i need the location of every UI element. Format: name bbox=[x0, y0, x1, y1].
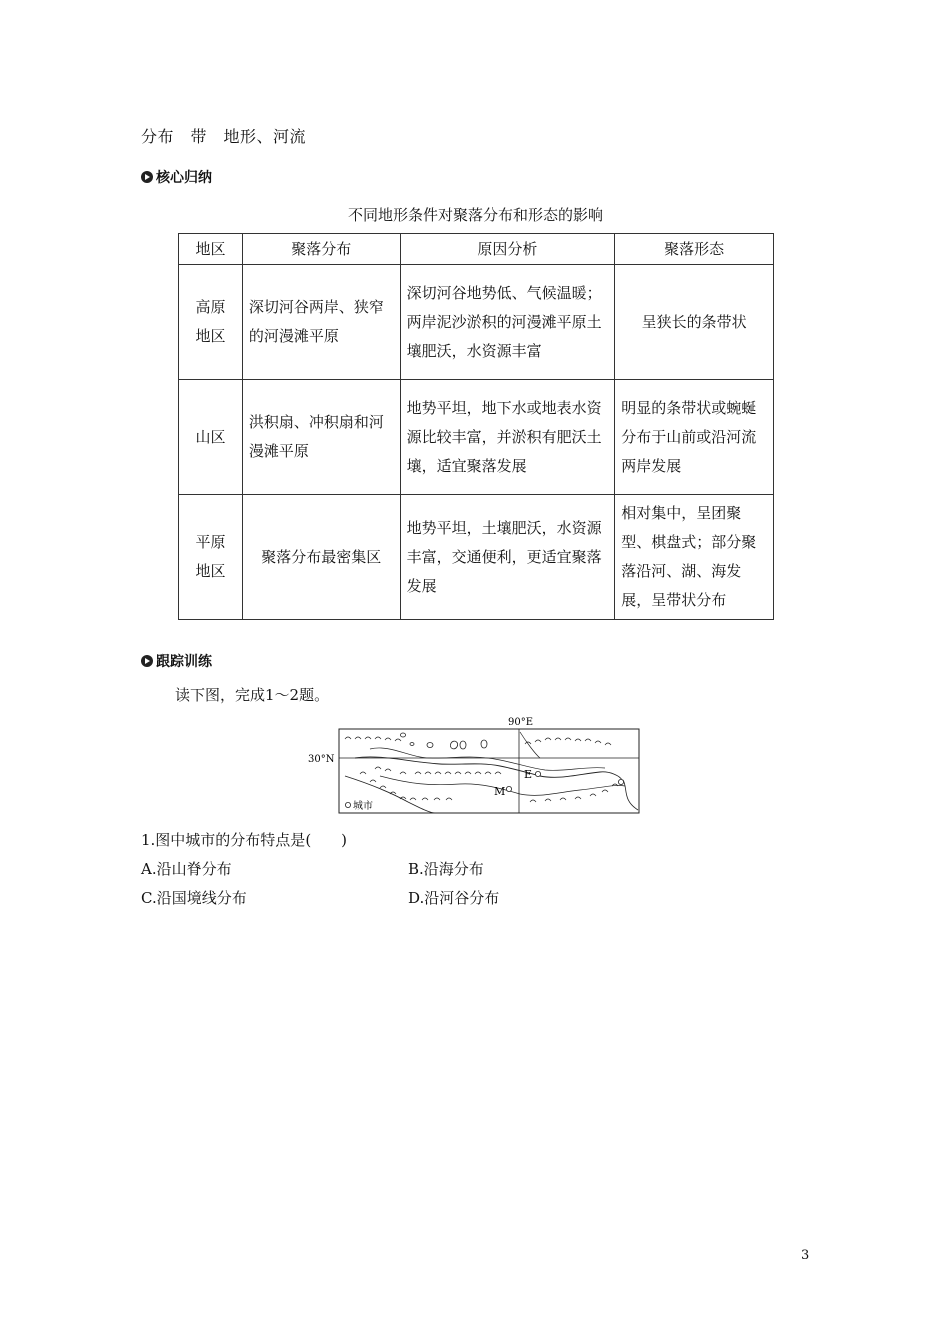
section-heading-practice-label: 跟踪训练 bbox=[156, 654, 212, 670]
table-row bbox=[179, 495, 774, 620]
table-caption: 不同地形条件对聚落分布和形态的影响 bbox=[347, 206, 603, 224]
distribution-cell: 聚落分布最密集区 bbox=[242, 495, 400, 620]
point-m-label: M bbox=[494, 785, 506, 798]
play-bullet-icon bbox=[141, 171, 153, 183]
longitude-label: 90°E bbox=[508, 717, 534, 728]
reason-cell: 地势平坦，土壤肥沃，水资源丰富，交通便利，更适宜聚落发展 bbox=[400, 495, 615, 620]
region-cell: 平原 地区 bbox=[179, 495, 243, 620]
region-cell: 山区 bbox=[179, 380, 243, 495]
city-e-marker bbox=[535, 771, 540, 776]
form-cell: 明显的条带状或蜿蜒分布于山前或沿河流两岸发展 bbox=[615, 380, 774, 495]
table-header-row bbox=[179, 234, 774, 265]
city-marker bbox=[618, 779, 623, 784]
reason-cell: 深切河谷地势低、气候温暖；两岸泥沙淤积的河漫滩平原土壤肥沃，水资源丰富 bbox=[400, 265, 615, 380]
settlement-table bbox=[178, 233, 774, 620]
form-cell: 呈狭长的条带状 bbox=[615, 265, 774, 380]
question-text: 1.图中城市的分布特点是( ) bbox=[141, 831, 348, 849]
region-cell: 高原 地区 bbox=[179, 265, 243, 380]
legend-city-icon bbox=[345, 802, 350, 807]
form-cell: 相对集中，呈团聚型、棋盘式；部分聚落沿河、湖、海发展，呈带状分布 bbox=[615, 495, 774, 620]
reason-cell: 地势平坦，地下水或地表水资源比较丰富，并淤积有肥沃土壤，适宜聚落发展 bbox=[400, 380, 615, 495]
option-b: B.沿海分布 bbox=[408, 860, 484, 878]
option-c: C.沿国境线分布 bbox=[141, 889, 247, 907]
distribution-cell: 洪积扇、冲积扇和河漫滩平原 bbox=[242, 380, 400, 495]
river-valley-map bbox=[300, 714, 645, 818]
section-heading-summary bbox=[141, 167, 212, 187]
city-m-marker bbox=[506, 786, 511, 791]
table-header-cell: 聚落分布 bbox=[242, 234, 400, 265]
play-bullet-icon bbox=[141, 655, 153, 667]
section-heading-practice bbox=[141, 651, 212, 671]
latitude-label: 30°N bbox=[308, 754, 335, 765]
header-line: 分布 带 地形、河流 bbox=[141, 127, 307, 146]
option-d: D.沿河谷分布 bbox=[408, 889, 500, 907]
table-header-cell: 原因分析 bbox=[400, 234, 615, 265]
table-row bbox=[179, 380, 774, 495]
table-header-cell: 聚落形态 bbox=[615, 234, 774, 265]
option-a: A.沿山脊分布 bbox=[141, 860, 232, 878]
table-row bbox=[179, 265, 774, 380]
distribution-cell: 深切河谷两岸、狭窄的河漫滩平原 bbox=[242, 265, 400, 380]
table-header-cell: 地区 bbox=[179, 234, 243, 265]
section-heading-summary-label: 核心归纳 bbox=[156, 170, 212, 186]
intro-text: 读下图，完成1～2题。 bbox=[175, 686, 330, 704]
page-number: 3 bbox=[801, 1248, 810, 1263]
legend-label: 城市 bbox=[353, 801, 373, 812]
point-e-label: E bbox=[524, 768, 533, 781]
